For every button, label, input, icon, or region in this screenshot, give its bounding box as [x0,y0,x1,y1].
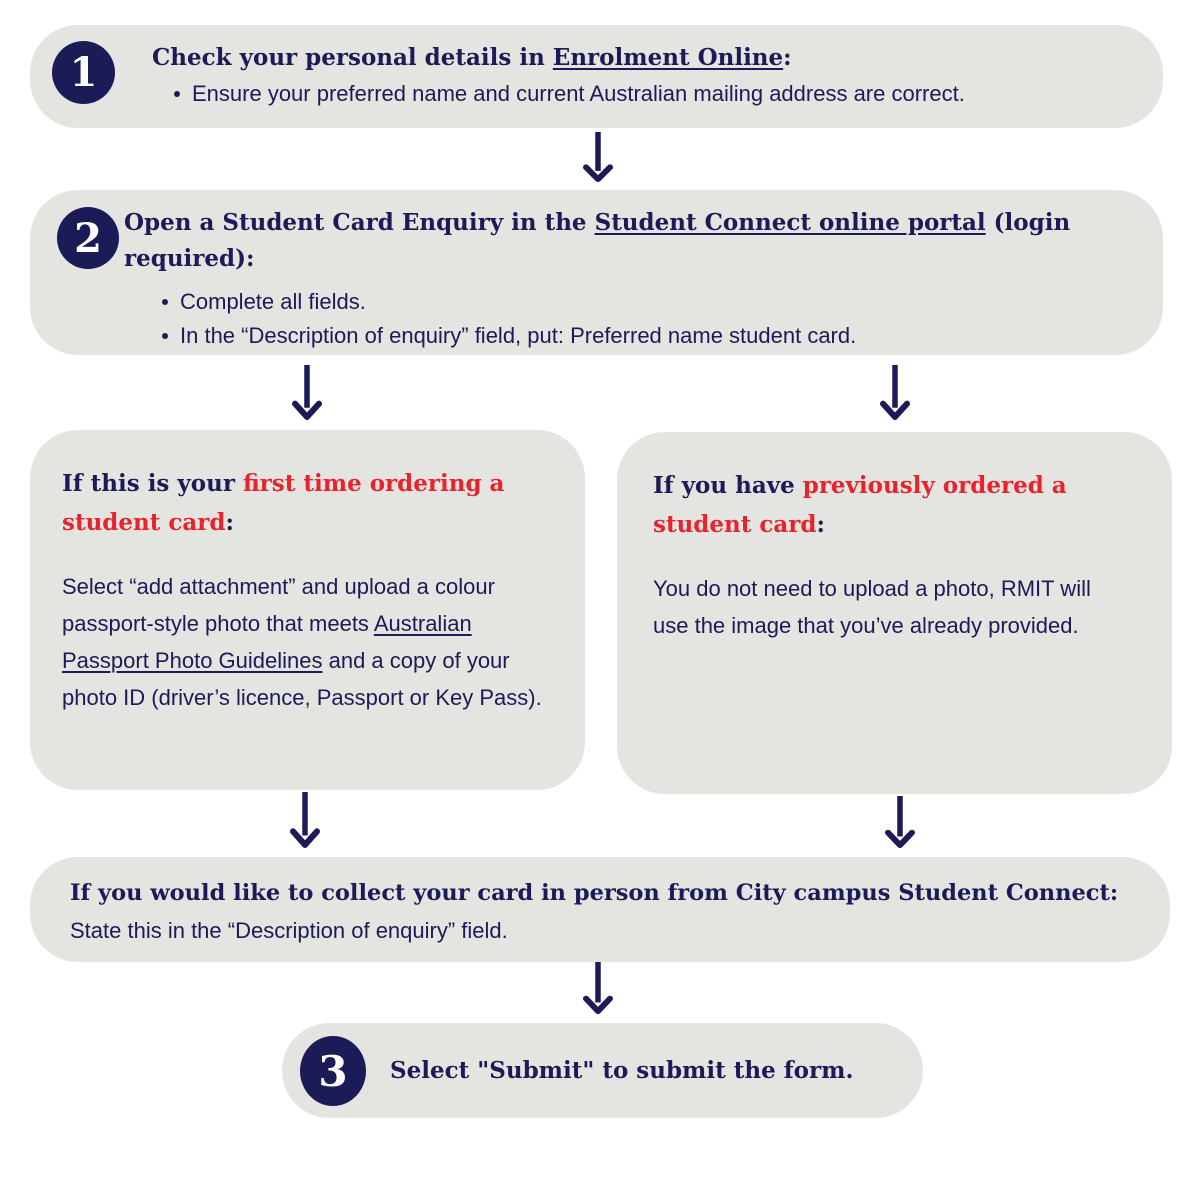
first-time-branch-box [30,430,585,790]
down-arrow [288,792,322,848]
step-2-title-suffix: (login required): [124,209,1071,272]
first-time-heading-highlight: first time ordering a student card [62,470,505,536]
step-1-number-badge [52,41,115,104]
step-2-number: 2 [74,214,102,262]
previously-ordered-heading-highlight: previously ordered a student card [653,472,1067,538]
step-2-bullet-text: In the “Description of enquiry” field, put: Preferred name student card. [180,323,857,348]
step-2-bullet-text: Complete all fields. [180,289,366,314]
step-1-title-text: Check your personal details in [152,44,553,71]
step-2-bullet [162,319,1114,353]
step-2-title-text: Open a Student Card Enquiry in the [124,209,595,236]
passport-photo-guidelines-link[interactable]: Australian Passport Photo Guidelines [62,611,472,673]
step-2-title [124,205,1074,277]
previously-ordered-heading-colon: : [816,511,825,538]
bullet-dot-icon [162,299,168,305]
collect-body: State this in the “Description of enquiry” field. [70,918,508,943]
down-arrow [883,796,917,848]
step-1-bullet [174,77,1142,111]
step-2-bullet [162,285,1114,319]
collect-in-person-box [30,857,1170,962]
enrolment-online-link[interactable]: Enrolment Online [552,44,784,71]
bullet-dot-icon [162,333,168,339]
previously-ordered-body: You do not need to upload a photo, RMIT will use the image that you’ve already provided. [653,576,1091,638]
collect-heading: If you would like to collect your card in person from City campus Student Connect: [70,880,1119,906]
down-arrow [878,365,912,420]
down-arrow [290,365,324,420]
step-3-number: 3 [318,1046,348,1096]
previously-ordered-heading [653,466,1093,544]
step-2-number-badge [57,207,119,269]
first-time-heading [62,464,537,542]
step-1-title-colon: : [783,44,792,71]
first-time-body-text: Select “add attachment” and upload a colour passport-style photo that meets [62,574,495,636]
previously-ordered-heading-text: If you have [653,472,803,499]
down-arrow [581,962,615,1014]
first-time-body [62,568,554,716]
step-2-box [30,190,1163,355]
step-3-title: Select "Submit" to submit the form. [390,1056,854,1084]
down-arrow [581,132,615,182]
step-1-number: 1 [69,49,98,96]
first-time-body-suffix: and a copy of your photo ID (driver’s licence, Passport or Key Pass). [62,648,542,710]
bullet-dot-icon [174,91,180,97]
step-1-box [30,25,1163,128]
step-1-bullet-text: Ensure your preferred name and current Australian mailing address are correct. [192,81,965,106]
step-3-number-badge [300,1036,366,1106]
previously-ordered-branch-box [617,432,1172,794]
first-time-heading-colon: : [225,509,234,536]
step-3-box [282,1023,923,1118]
first-time-heading-text: If this is your [62,470,243,497]
step-1-title [152,40,1142,76]
student-connect-portal-link[interactable]: Student Connect online portal [594,209,986,236]
